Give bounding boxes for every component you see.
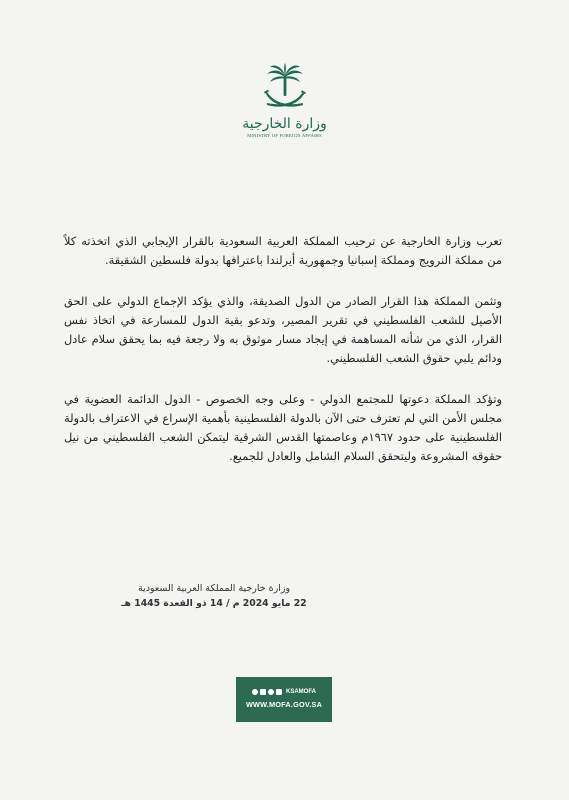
- facebook-icon[interactable]: [260, 689, 266, 695]
- statement-paragraph: وتثمن المملكة هذا القرار الصادر من الدول الصديقة، والذي يؤكد الإجماع الدولي على الحق الأصيل للشعب الفلسطيني في تقرير المصير، وتدعو بقية الدول للمسارعة في اتخاذ نفس القرار، الذي من شأنه المساهمة في إيجاد مسار موثوق به ولا رجعة فيه بما يحقق سلام عادل ودائم يلبي حقوق الشعب الفلسطيني.: [64, 294, 502, 365]
- social-row: [236, 687, 332, 697]
- statement-paragraph: وتؤكد المملكة دعوتها للمجتمع الدولي - وعلى وجه الخصوص - الدول الدائمة العضوية في مجلس الأمن التي لم تعترف حتى الآن بالدولة الفلسطينية بأهمية الإسراع في الاعتراف بالدولة الفلسطينية على حدود ١٩٦٧م وعاصمتها القدس الشرقية ليتمكن الشعب الفلسطيني من نيل حقوقه المشروعة وليتحقق السلام الشامل والعادل للجميع.: [64, 392, 502, 463]
- social-handle: KSAMOFA: [286, 689, 316, 695]
- ministry-name-english: MINISTRY OF FOREIGN AFFAIRS: [247, 133, 322, 138]
- issue-date: 22 مايو 2024 م / 14 ذو القعدة 1445 هـ: [121, 598, 307, 609]
- x-icon[interactable]: [276, 689, 282, 695]
- website-link[interactable]: WWW.MOFA.GOV.SA: [245, 700, 323, 709]
- signature-block: [64, 581, 364, 611]
- ministry-name-arabic: وزارة الخارجية: [242, 116, 327, 132]
- statement-paragraph: تعرب وزارة الخارجية عن ترحيب المملكة العربية السعودية بالقرار الإيجابي الذي اتخذته كلاً من مملكة النرويج ومملكة إسبانيا وجمهورية أيرلندا باعترافها بدولة فلسطين الشقيقة.: [64, 234, 502, 267]
- statement-body: [64, 232, 502, 488]
- instagram-icon[interactable]: [252, 689, 258, 695]
- saudi-emblem-icon: [259, 62, 311, 114]
- youtube-icon[interactable]: [268, 689, 274, 695]
- footer-contact-box: [236, 677, 332, 722]
- issuer-name: وزارة خارجية المملكة العربية السعودية: [137, 583, 291, 594]
- ministry-logo: [225, 62, 345, 138]
